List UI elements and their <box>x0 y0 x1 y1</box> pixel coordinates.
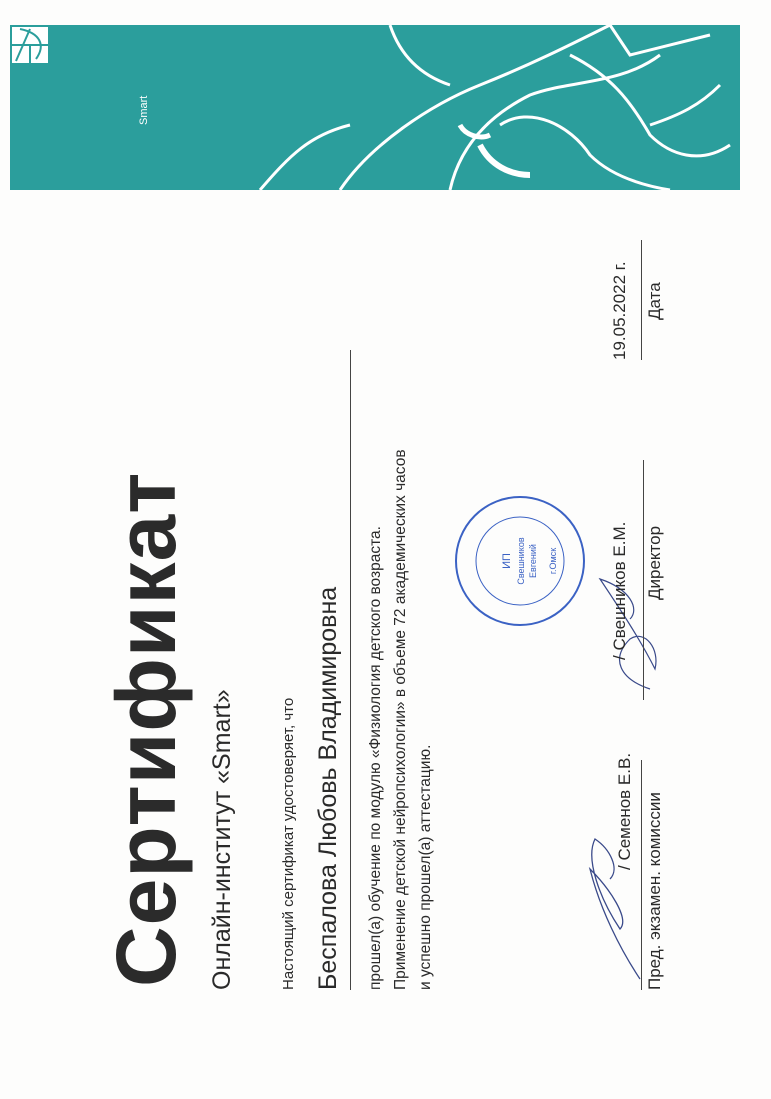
body-line: Применение детской нейропсихологии» в объеме 72 академических часов <box>392 449 409 990</box>
date-value: 19.05.2022 г. <box>610 261 629 360</box>
recipient-name: Беспалова Любовь Владимировна <box>314 586 342 990</box>
certificate-title: Сертификат <box>99 471 193 987</box>
name-underline <box>350 350 351 990</box>
chair-role: Пред. экзамен. комиссии <box>645 792 664 990</box>
institute-name: Онлайн-институт «Smart» <box>208 689 236 990</box>
svg-text:г.Омск: г.Омск <box>548 547 558 575</box>
chair-name: / Семенов Е.В. <box>615 752 634 870</box>
date-label: Дата <box>645 282 664 320</box>
chair-line <box>641 760 642 990</box>
body-line: и успешно прошел(а) аттестацию. <box>417 744 434 990</box>
director-line <box>643 460 644 700</box>
svg-text:Евгений: Евгений <box>528 544 538 578</box>
director-role: Директор <box>645 525 664 600</box>
director-name: / Свешников Е.М. <box>610 521 629 660</box>
body-line: прошел(а) обучение по модулю «Физиология детского возраста. <box>367 526 384 990</box>
svg-text:ИП: ИП <box>501 553 513 569</box>
date-line <box>641 240 642 360</box>
svg-text:Свешников: Свешников <box>516 537 526 585</box>
intro-text: Настоящий сертификат удостоверяет, что <box>280 697 297 990</box>
logo-text: Smart <box>138 95 150 125</box>
